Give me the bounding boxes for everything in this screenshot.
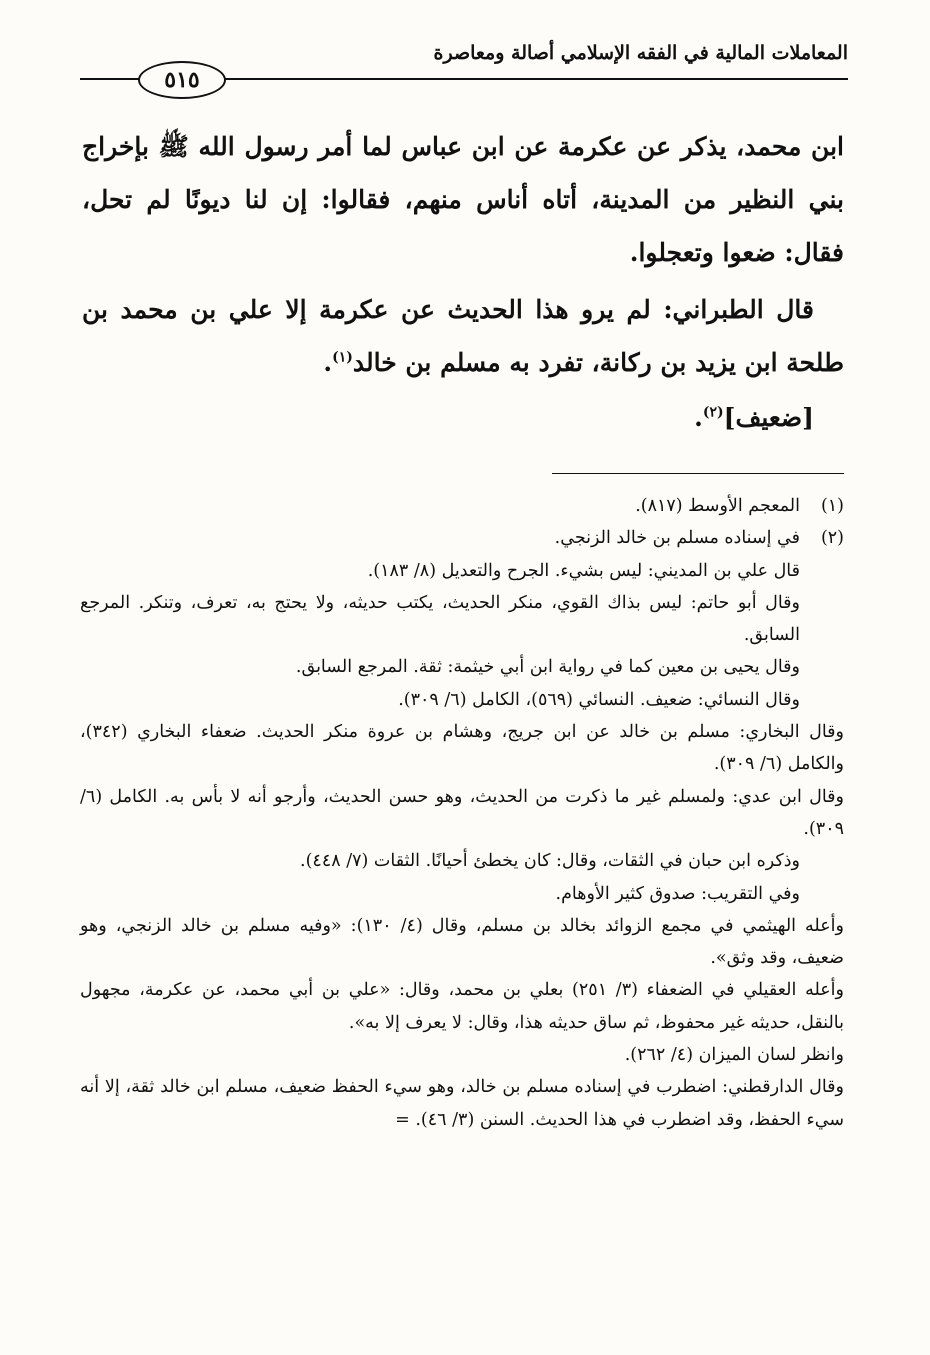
footnote-line: وقال ابن عدي: ولمسلم غير ما ذكرت من الحديث، وهو حسن الحديث، وأرجو أنه لا بأس به. الكامل (٦/ ٣٠٩). <box>80 786 844 839</box>
main-paragraph <box>82 283 844 389</box>
footnote-line: وقال يحيى بن معين كما في رواية ابن أبي خيثمة: ثقة. المرجع السابق. <box>295 657 800 678</box>
footnote-2 <box>80 522 844 554</box>
footnote-line: وذكره ابن حبان في الثقات، وقال: كان يخطئ أحيانًا. الثقات (٧/ ٤٤٨). <box>300 851 800 872</box>
book-title: المعاملات المالية في الفقه الإسلامي أصالة ومعاصرة <box>433 42 848 64</box>
main-paragraph: ابن محمد، يذكر عن عكرمة عن ابن عباس لما أمر رسول الله ﷺ بإخراج بني النظير من المدينة، أتاه أناس منهم، فقالوا: إن لنا ديونًا لم تحل، فقال: ضعوا وتعجلوا. <box>82 132 844 267</box>
footnote-line: وقال البخاري: مسلم بن خالد عن ابن جريج، وهشام بن عروة منكر الحديث. ضعفاء البخاري (٣٤٢)، والكامل (٦/ ٣٠٩). <box>80 722 844 775</box>
footnote-separator <box>552 473 844 474</box>
footnote-line: وقال أبو حاتم: ليس بذاك القوي، منكر الحديث، يكتب حديثه، ولا يحتج به، تعرف، وتنكر. المرجع السابق. <box>80 592 800 646</box>
verdict-end: . <box>694 403 703 432</box>
footnotes <box>80 490 844 1136</box>
footnote-number: (١) <box>820 496 844 516</box>
footnote-line: وأعله الهيثمي في مجمع الزوائد بخالد بن مسلم، وقال (٤/ ١٣٠): «وفيه مسلم بن خالد الزنجي، وهو ضعيف، وقد وثق». <box>80 915 844 969</box>
footnote-line: وأعله العقيلي في الضعفاء (٣/ ٢٥١) بعلي بن محمد، وقال: «علي بن أبي محمد، عن عكرمة، مجهول بالنقل، حديثه غير محفوظ، ثم ساق حديثه هذا، وقال: لا يعرف إلا به». <box>80 980 844 1033</box>
footnote-line: وقال الدارقطني: اضطرب في إسناده مسلم بن خالد، وهو سيء الحفظ ضعيف، مسلم ابن خالد ثقة، إلا أنه سيء الحفظ، وقد اضطرب في هذا الحديث. السنن (٣/ ٤٦). = <box>80 1077 844 1130</box>
footnote-text: في إسناده مسلم بن خالد الزنجي. <box>554 528 800 549</box>
main-paragraph-end: . <box>323 348 333 377</box>
footnote-line: وانظر لسان الميزان (٤/ ٢٦٢). <box>624 1045 844 1066</box>
footnote-line: وقال النسائي: ضعيف. النسائي (٥٦٩)، الكامل (٦/ ٣٠٩). <box>398 689 800 710</box>
main-text <box>82 120 844 444</box>
page-number: ٥١٥ <box>138 61 226 99</box>
main-paragraph-text: قال الطبراني: لم يرو هذا الحديث عن عكرمة إلا علي بن محمد بن طلحة ابن يزيد بن ركانة، تفرد به مسلم بن خالد <box>82 295 844 377</box>
footnote-ref: (٢) <box>702 404 724 421</box>
footnote-line: وفي التقريب: صدوق كثير الأوهام. <box>555 883 800 904</box>
page-header <box>80 42 848 102</box>
footnote-line: قال علي بن المديني: ليس بشيء. الجرح والتعديل (٨/ ١٨٣). <box>367 560 800 581</box>
hadith-verdict <box>82 391 844 444</box>
footnote-ref: (١) <box>332 349 353 366</box>
verdict-text: [ضعيف] <box>723 403 814 432</box>
footnote-number: (٢) <box>820 528 844 549</box>
footnote-text: المعجم الأوسط (٨١٧). <box>635 496 800 516</box>
footnote-1 <box>80 490 844 522</box>
